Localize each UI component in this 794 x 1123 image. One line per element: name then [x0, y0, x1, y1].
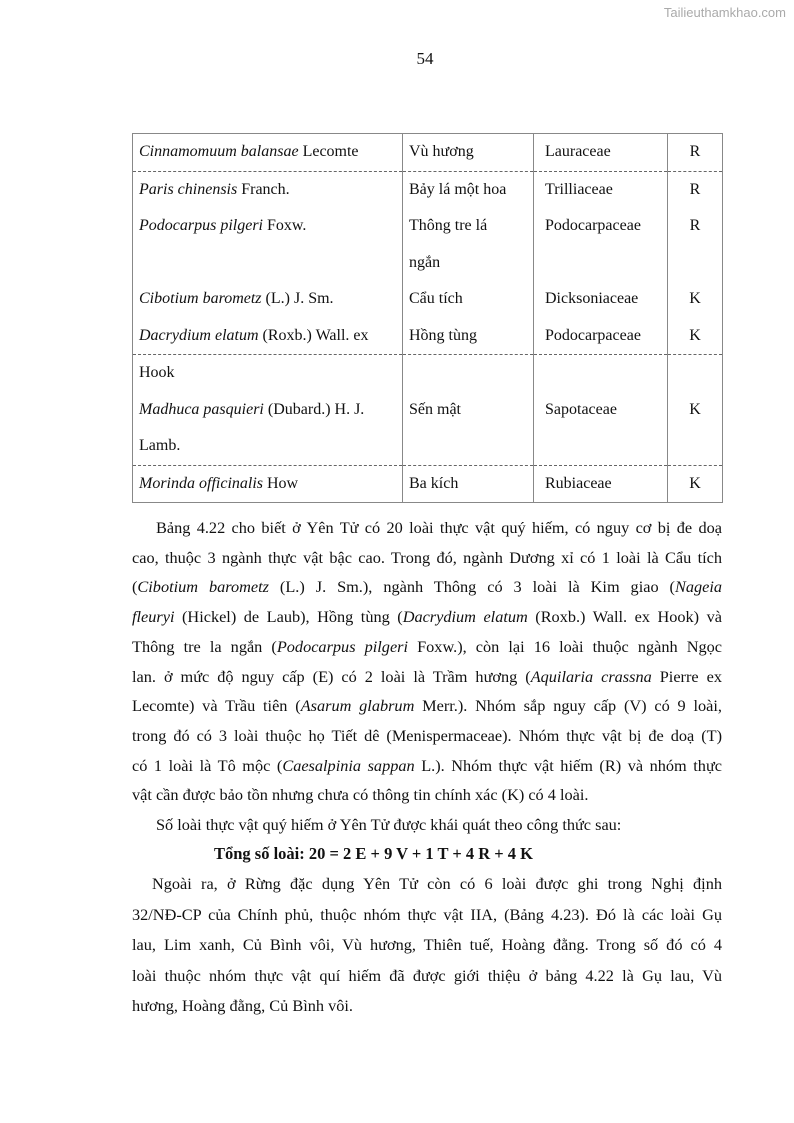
text-segment: (Roxb.) Wall. ex: [258, 326, 369, 344]
text-segment: Thông tre la ngắn (: [132, 636, 277, 656]
category-cell: [668, 134, 723, 172]
text-line: [132, 606, 722, 628]
text-segment: có 1 loài là Tô mộc (: [132, 755, 283, 775]
scientific-name: Dacrydium elatum: [139, 326, 259, 344]
text-line: [132, 904, 722, 926]
cell-line: Podocarpaceae: [545, 217, 641, 234]
scientific-name-cell: [133, 465, 403, 503]
text-segment: vật cần được bảo tồn nhưng chưa có thông tin chính xác (K) có 4 loài.: [132, 785, 589, 805]
cell-line: [674, 355, 716, 392]
cell-line: Thông tre lá: [409, 217, 488, 234]
table-row: [133, 134, 723, 172]
cell-line: [674, 245, 716, 282]
text-line: [152, 873, 722, 895]
text-segment: cao, thuộc 3 ngành thực vật bậc cao. Trong đó, ngành Dương xỉ có 1 loài là Cẩu tích: [132, 547, 722, 567]
scientific-name: Aquilaria crassna: [530, 666, 652, 686]
formula: Tổng số loài: 20 = 2 E + 9 V + 1 T + 4 R + 4 K: [214, 844, 534, 863]
cell-line: Bảy lá một hoa: [409, 180, 507, 198]
text-segment: (: [132, 577, 138, 597]
scientific-name-cell: [133, 355, 403, 466]
cell-line: [540, 245, 661, 282]
table-row: [133, 465, 723, 503]
family-cell: [534, 355, 668, 466]
text-line: [132, 695, 722, 717]
cell-line: Hồng tùng: [409, 326, 477, 344]
family-cell: [534, 465, 668, 503]
cell-line: Lauraceae: [545, 143, 611, 160]
cell-line: Rubiaceae: [545, 474, 612, 492]
text-line: [132, 995, 722, 1017]
scientific-name: fleuryi: [132, 607, 175, 627]
category-cell: [668, 465, 723, 503]
scientific-name: Paris chinensis: [139, 180, 238, 198]
text-segment: hương, Hoàng đằng, Củ Bình vôi.: [132, 996, 353, 1015]
text-segment: loài thuộc nhóm thực vật quí hiếm đã được giới thiệu ở bảng 4.22 là Gụ lau, Vù: [132, 965, 722, 985]
vietnamese-name-cell: [403, 171, 534, 355]
vietnamese-name-cell: [403, 465, 534, 503]
cell-line: [139, 245, 396, 282]
text-line: [132, 784, 722, 806]
cell-line: [139, 318, 396, 355]
cell-line: Podocarpaceae: [545, 326, 641, 344]
scientific-name: Madhuca pasquieri: [139, 400, 264, 418]
category-cell: [668, 355, 723, 466]
rare-species-table: [132, 133, 723, 503]
family-cell: [534, 171, 668, 355]
cell-line: [139, 281, 396, 318]
table-body: [133, 134, 723, 503]
cell-line: Dicksoniaceae: [545, 290, 639, 307]
formula-intro: Số loài thực vật quý hiếm ở Yên Tử được khái quát theo công thức sau:: [156, 815, 622, 834]
scientific-name: Cibotium barometz: [139, 290, 262, 307]
text-segment: Franch.: [237, 180, 290, 198]
text-segment: Lecomte: [298, 143, 359, 160]
text-segment: Foxw.: [263, 217, 307, 234]
cell-line: K: [689, 474, 701, 492]
cell-line: K: [689, 400, 701, 418]
text-segment: lan. ở mức độ nguy cấp (E) có 2 loài là Trầm hương (: [132, 666, 531, 686]
text-line: [132, 547, 722, 569]
text-line: [132, 636, 722, 658]
cell-line: [139, 134, 396, 171]
cell-line: [540, 428, 661, 465]
text-line: [132, 965, 722, 987]
text-segment: Hook: [139, 364, 175, 381]
cell-line: [139, 355, 396, 392]
text-segment: L.). Nhóm thực vật hiếm (R) và nhóm thực: [414, 755, 722, 775]
family-cell: [534, 134, 668, 172]
cell-line: Vù hương: [409, 143, 474, 160]
scientific-name: Dacrydium elatum: [402, 607, 528, 627]
scientific-name: Podocarpus pilgeri: [276, 636, 409, 656]
text-segment: (L.) J. Sm.: [261, 290, 334, 307]
text-segment: Foxw.), còn lại 16 loài thuộc ngành Ngọc: [408, 636, 723, 656]
cell-line: [409, 355, 527, 392]
text-segment: Lamb.: [139, 437, 181, 454]
cell-line: K: [689, 290, 701, 307]
cell-line: [139, 172, 396, 209]
scientific-name: Asarum glabrum: [300, 696, 415, 716]
cell-line: [674, 428, 716, 465]
scientific-name: Nageia: [674, 577, 722, 597]
cell-line: [139, 208, 396, 245]
cell-line: [409, 428, 527, 465]
table-row: [133, 355, 723, 466]
text-segment: trong đó có 3 loài thuộc họ Tiết dê (Menispermaceae). Nhóm thực vật bị đe doạ (T): [132, 725, 722, 745]
cell-line: K: [689, 326, 701, 344]
text-segment: Ngoài ra, ở Rừng đặc dụng Yên Tử còn có 6 loài được ghi trong Nghị định: [152, 874, 722, 893]
scientific-name: Cibotium barometz: [137, 577, 269, 597]
text-segment: Pierre ex: [651, 666, 722, 686]
cell-line: [139, 392, 396, 429]
page-number: 54: [416, 49, 434, 68]
text-line: [132, 725, 722, 747]
text-line: [132, 934, 722, 956]
category-cell: [668, 171, 723, 355]
vietnamese-name-cell: [403, 134, 534, 172]
watermark: Tailieuthamkhao.com: [663, 5, 786, 20]
text-segment: Bảng 4.22 cho biết ở Yên Tử có 20 loài thực vật quý hiếm, có nguy cơ bị đe doạ: [156, 518, 722, 537]
cell-line: Sến mật: [409, 400, 461, 418]
scientific-name: Morinda officinalis: [139, 474, 263, 492]
text-segment: lau, Lim xanh, Củ Bình vôi, Vù hương, Thiên tuế, Hoàng đằng. Trong số đó có 4: [132, 935, 722, 954]
cell-line: R: [689, 180, 701, 198]
cell-line: R: [689, 143, 701, 160]
cell-line: [139, 428, 396, 465]
scientific-name: Podocarpus pilgeri: [139, 217, 263, 234]
text-line: [132, 576, 722, 598]
text-segment: (Hickel) de Laub), Hồng tùng (: [174, 607, 403, 627]
cell-line: R: [689, 217, 701, 234]
cell-line: ngắn: [409, 253, 441, 271]
scientific-name-cell: [133, 134, 403, 172]
cell-line: Cẩu tích: [409, 290, 463, 307]
cell-line: Trilliaceae: [545, 180, 613, 198]
text-line: [132, 666, 722, 688]
cell-line: Ba kích: [409, 474, 459, 492]
text-segment: 32/NĐ-CP của Chính phủ, thuộc nhóm thực vật IIA, (Bảng 4.23). Đó là các loài Gụ: [132, 904, 722, 924]
scientific-name-cell: [133, 171, 403, 355]
text-line: [156, 517, 722, 539]
vietnamese-name-cell: [403, 355, 534, 466]
text-line: [132, 755, 722, 777]
text-segment: Merr.). Nhóm sắp nguy cấp (V) có 9 loài,: [414, 696, 722, 716]
cell-line: [139, 466, 396, 503]
text-segment: (Roxb.) Wall. ex Hook) và: [527, 607, 722, 627]
text-segment: (Dubard.) H. J.: [263, 400, 365, 418]
cell-line: Sapotaceae: [545, 400, 617, 418]
text-segment: (L.) J. Sm.), ngành Thông có 3 loài là Kim giao (: [268, 577, 675, 597]
scientific-name: Cinnamomuum balansae: [139, 143, 299, 160]
cell-line: [540, 355, 661, 392]
scientific-name: Caesalpinia sappan: [282, 755, 415, 775]
table-row: [133, 171, 723, 355]
text-segment: Lecomte) và Trầu tiên (: [132, 696, 301, 716]
text-segment: How: [263, 474, 299, 492]
